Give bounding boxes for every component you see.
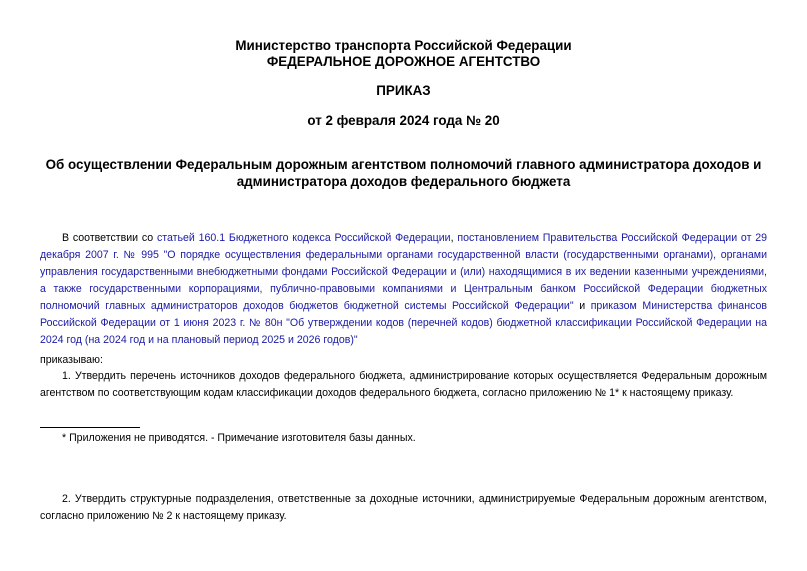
document-date-number: от 2 февраля 2024 года № 20: [307, 113, 500, 128]
minfin-order-link[interactable]: приказом Министерства финансов Российской Федерации от 1 июня 2023 г. № 80н "Об утверждении кодов (перечней кодов) бюджетной классификации Российской Федерации на 2024 год (на 2024 год и на плановый период 2025 и 2026 годов)": [40, 300, 767, 346]
agency-name: ФЕДЕРАЛЬНОЕ ДОРОЖНОЕ АГЕНТСТВО: [266, 54, 541, 69]
document-type: ПРИКАЗ: [376, 83, 431, 98]
preamble-text-1: В соответствии со: [62, 232, 157, 244]
item-2-paragraph: 2. Утвердить структурные подразделения, ответственные за доходные источники, администрируемые Федеральным дорожным агентством, согласно приложению № 2 к настоящему приказу.: [40, 493, 767, 522]
item-1-paragraph: 1. Утвердить перечень источников доходов федерального бюджета, администрирование которых осуществляется Федеральным дорожным агентством по соответствующим кодам классификации доходов федерального бюджета, согласно приложению № 1* к настоящему приказу.: [40, 370, 767, 399]
budget-code-link[interactable]: статьей 160.1 Бюджетного кодекса Российской Федерации: [156, 232, 451, 244]
government-resolution-link[interactable]: постановлением Правительства Российской Федерации от 29 декабря 2007 г. № 995 "О порядке осуществления федеральными органами государственной власти (государственными органами), органами управления государственными внебюджетными фондами Российской Федерации и (или) находящимися в их ведении казенными учреждениями, а также государственными корпорациями, публично-правовыми компаниями и Центральным банком Российской Федерации бюджетных полномочий главных администраторов доходов бюджетов бюджетной системы Российской Федерации": [40, 232, 767, 312]
preamble-text-3: и: [573, 300, 591, 312]
preamble-text-2: ,: [450, 232, 458, 244]
footnote-text: * Приложения не приводятся. - Примечание изготовителя базы данных.: [62, 432, 416, 444]
ministry-name: Министерство транспорта Российской Федерации: [235, 38, 572, 53]
preamble-paragraph: [40, 230, 767, 349]
footnote-divider: [40, 427, 140, 428]
document-title: Об осуществлении Федеральным дорожным агентством полномочий главного администратора доходов и администратора доходов федерального бюджета: [45, 157, 762, 189]
order-word: приказываю:: [40, 354, 103, 366]
